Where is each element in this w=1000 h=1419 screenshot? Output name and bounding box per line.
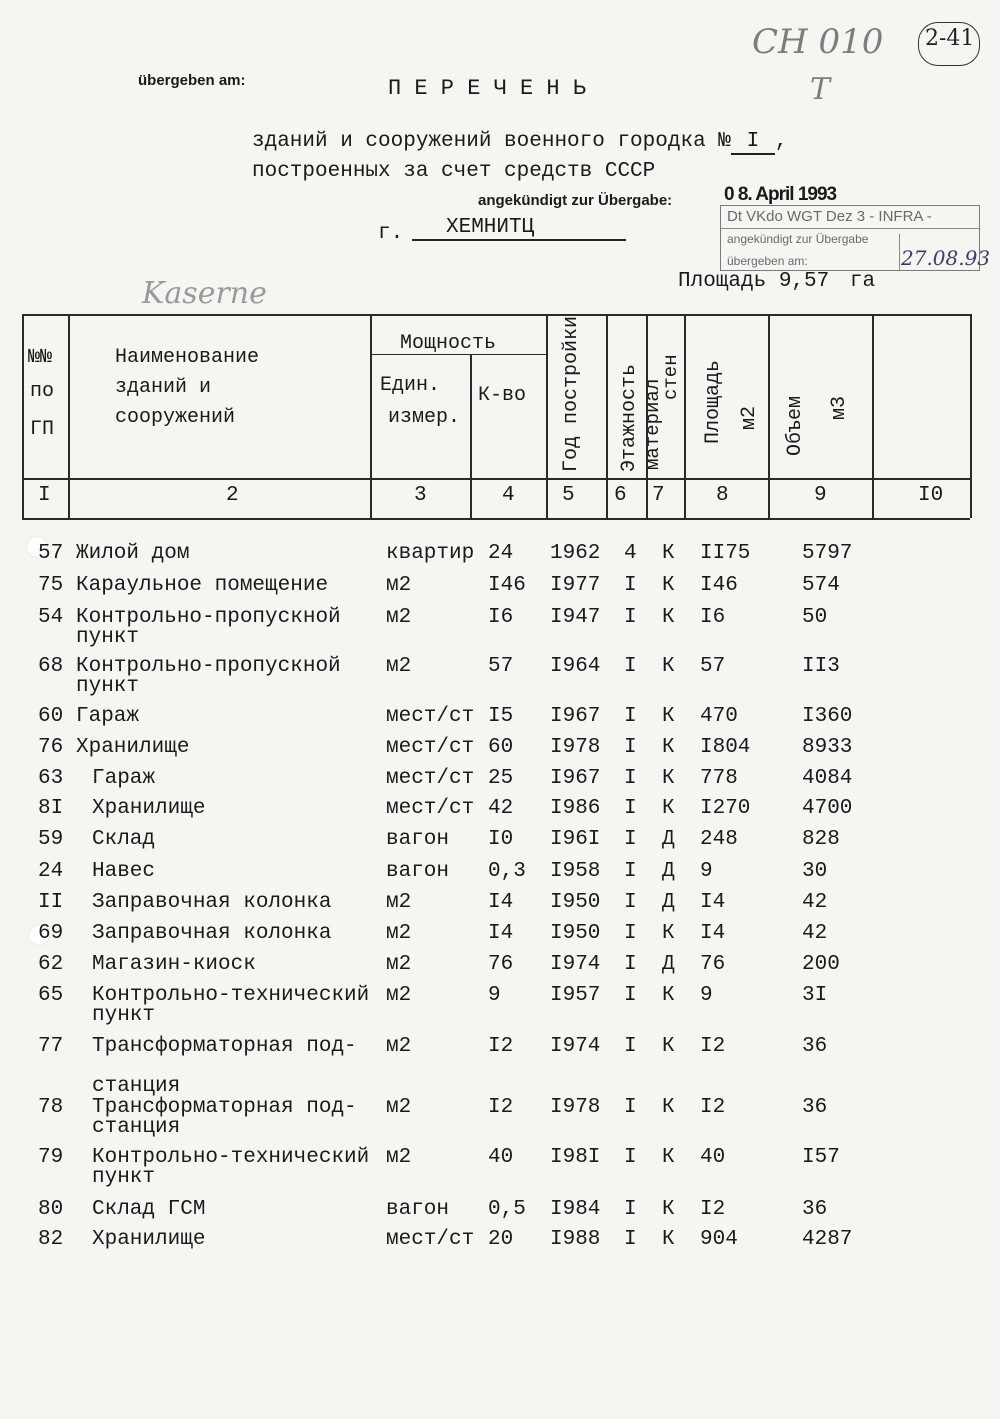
row-volume: 828 bbox=[802, 828, 840, 851]
row-floors: I bbox=[624, 736, 637, 759]
row-name: Хранилище bbox=[92, 1228, 206, 1251]
row-volume: 3I bbox=[802, 984, 828, 1007]
row-unit: мест/ст bbox=[386, 705, 475, 728]
row-name: Жилой дом bbox=[76, 542, 190, 565]
row-number: 24 bbox=[38, 860, 64, 883]
row-material: К bbox=[662, 705, 675, 728]
row-area: II75 bbox=[700, 542, 751, 565]
row-year: I950 bbox=[550, 922, 601, 945]
row-year: I967 bbox=[550, 705, 601, 728]
row-unit: м2 bbox=[386, 1096, 412, 1119]
row-floors: I bbox=[624, 1096, 637, 1119]
header-material-1: материал bbox=[642, 378, 664, 470]
row-name: Контрольно-пропускной пункт bbox=[76, 606, 341, 649]
row-unit: мест/ст bbox=[386, 736, 475, 759]
subtitle-line1-prefix: зданий и сооружений военного городка № bbox=[252, 130, 731, 153]
row-material: К bbox=[662, 1228, 675, 1251]
subtitle-line2: построенных за счет средств СССР bbox=[252, 160, 656, 183]
row-number: 60 bbox=[38, 705, 64, 728]
row-area: I46 bbox=[700, 574, 738, 597]
row-volume: 30 bbox=[802, 860, 828, 883]
row-year: I988 bbox=[550, 1228, 601, 1251]
header-area-1: Площадь bbox=[702, 359, 725, 444]
header-name-3: сооружений bbox=[115, 406, 236, 429]
row-number: 59 bbox=[38, 828, 64, 851]
row-name: Контрольно-технический пункт bbox=[92, 984, 370, 1027]
row-name: Хранилище bbox=[76, 736, 190, 759]
row-number: 8I bbox=[38, 797, 64, 820]
row-number: 79 bbox=[38, 1146, 64, 1169]
row-year: 1962 bbox=[550, 542, 601, 565]
handwritten-note: Kaserne bbox=[142, 276, 267, 311]
row-material: К bbox=[662, 1096, 675, 1119]
row-volume: 36 bbox=[802, 1096, 828, 1119]
row-volume: 36 bbox=[802, 1035, 828, 1058]
row-floors: I bbox=[624, 1146, 637, 1169]
col-number-9: 9 bbox=[814, 484, 827, 507]
row-year: I974 bbox=[550, 953, 601, 976]
area-line bbox=[678, 270, 875, 293]
row-unit: м2 bbox=[386, 984, 412, 1007]
header-power: Мощность bbox=[400, 332, 497, 355]
row-area: I270 bbox=[700, 797, 751, 820]
row-material: К bbox=[662, 1035, 675, 1058]
row-number: 76 bbox=[38, 736, 64, 759]
row-name: Магазин-киоск bbox=[92, 953, 256, 976]
row-qty: I4 bbox=[488, 891, 514, 914]
row-name: Склад ГСМ bbox=[92, 1198, 206, 1221]
row-material: К bbox=[662, 797, 675, 820]
row-year: I977 bbox=[550, 574, 601, 597]
handwritten-t: T bbox=[810, 72, 831, 107]
row-volume: I360 bbox=[802, 705, 853, 728]
row-name: Трансформаторная под- станция bbox=[92, 1035, 357, 1098]
row-number: 80 bbox=[38, 1198, 64, 1221]
stamp-line2: angekündigt zur Übergabe bbox=[727, 232, 869, 246]
row-material: Д bbox=[662, 828, 675, 851]
row-area: I2 bbox=[700, 1198, 726, 1221]
col-number-2: 2 bbox=[226, 484, 239, 507]
row-name: Трансформаторная под- станция bbox=[92, 1096, 357, 1139]
row-floors: I bbox=[624, 574, 637, 597]
row-floors: I bbox=[624, 953, 637, 976]
row-floors: I bbox=[624, 655, 637, 678]
header-qty: К-во bbox=[478, 384, 527, 407]
row-number: 75 bbox=[38, 574, 64, 597]
row-material: К bbox=[662, 574, 675, 597]
header-unit-1: Един. bbox=[380, 374, 441, 397]
area-label: Площадь bbox=[678, 270, 767, 293]
row-year: I957 bbox=[550, 984, 601, 1007]
table-row bbox=[0, 1037, 1000, 1097]
row-area: I2 bbox=[700, 1035, 726, 1058]
row-name: Заправочная колонка bbox=[92, 922, 332, 945]
header-volume-2: м3 bbox=[828, 395, 851, 420]
header-volume-1: Объем bbox=[784, 395, 807, 456]
row-area: 248 bbox=[700, 828, 738, 851]
row-qty: 57 bbox=[488, 655, 514, 678]
row-name: Хранилище bbox=[92, 797, 206, 820]
uebergeben-label: übergeben am: bbox=[138, 72, 246, 89]
row-unit: м2 bbox=[386, 574, 412, 597]
row-material: К bbox=[662, 922, 675, 945]
row-unit: вагон bbox=[386, 1198, 450, 1221]
row-material: К bbox=[662, 542, 675, 565]
row-floors: I bbox=[624, 891, 637, 914]
subtitle-line1 bbox=[252, 130, 788, 155]
row-unit: м2 bbox=[386, 655, 412, 678]
row-name: Контрольно-технический пункт bbox=[92, 1146, 370, 1189]
row-qty: I4 bbox=[488, 922, 514, 945]
row-name: Гараж bbox=[92, 767, 156, 790]
row-qty: 20 bbox=[488, 1228, 514, 1251]
row-qty: 76 bbox=[488, 953, 514, 976]
row-number: 54 bbox=[38, 606, 64, 629]
header-num-3: ГП bbox=[30, 418, 55, 441]
row-unit: вагон bbox=[386, 828, 450, 851]
row-qty: 60 bbox=[488, 736, 514, 759]
row-floors: 4 bbox=[624, 542, 637, 565]
corner-mark-text: 2-41 bbox=[925, 26, 975, 51]
col-number-8: 8 bbox=[716, 484, 729, 507]
handwritten-code: CH 010 bbox=[752, 22, 884, 62]
row-area: I4 bbox=[700, 891, 726, 914]
row-unit: квартир bbox=[386, 542, 475, 565]
row-material: Д bbox=[662, 860, 675, 883]
row-area: 9 bbox=[700, 860, 713, 883]
row-qty: I46 bbox=[488, 574, 526, 597]
row-volume: II3 bbox=[802, 655, 840, 678]
row-number: 68 bbox=[38, 655, 64, 678]
header-num-2: по bbox=[30, 380, 55, 403]
row-unit: м2 bbox=[386, 606, 412, 629]
row-area: 778 bbox=[700, 767, 738, 790]
row-number: 62 bbox=[38, 953, 64, 976]
city-prefix: г. bbox=[378, 222, 404, 245]
row-name: Караульное помещение bbox=[76, 574, 329, 597]
row-volume: 50 bbox=[802, 606, 828, 629]
row-year: I978 bbox=[550, 736, 601, 759]
header-name-1: Наименование bbox=[115, 346, 260, 369]
row-qty: I2 bbox=[488, 1035, 514, 1058]
row-qty: 40 bbox=[488, 1146, 514, 1169]
row-area: I2 bbox=[700, 1096, 726, 1119]
subtitle-line1-suffix: , bbox=[774, 130, 788, 153]
row-unit: м2 bbox=[386, 953, 412, 976]
row-volume: 200 bbox=[802, 953, 840, 976]
row-material: К bbox=[662, 606, 675, 629]
row-volume: 36 bbox=[802, 1198, 828, 1221]
row-volume: 8933 bbox=[802, 736, 853, 759]
row-floors: I bbox=[624, 606, 637, 629]
infra-stamp bbox=[720, 205, 991, 271]
row-unit: мест/ст bbox=[386, 797, 475, 820]
col-number-5: 5 bbox=[562, 484, 575, 507]
row-number: 78 bbox=[38, 1096, 64, 1119]
row-material: К bbox=[662, 984, 675, 1007]
row-year: I947 bbox=[550, 606, 601, 629]
row-number: 69 bbox=[38, 922, 64, 945]
angekuendigt-date: 0 8. April 1993 bbox=[724, 184, 837, 205]
row-area: I4 bbox=[700, 922, 726, 945]
row-floors: I bbox=[624, 1035, 637, 1058]
area-value: 9,57 bbox=[778, 270, 830, 293]
row-material: К bbox=[662, 655, 675, 678]
row-material: Д bbox=[662, 953, 675, 976]
row-volume: I57 bbox=[802, 1146, 840, 1169]
header-floors: Этажность bbox=[618, 363, 641, 472]
row-area: 9 bbox=[700, 984, 713, 1007]
col-number-10: I0 bbox=[918, 484, 944, 507]
row-year: I96I bbox=[550, 828, 601, 851]
city-name: ХЕМНИТЦ bbox=[412, 216, 626, 241]
header-material-2: стен bbox=[660, 354, 682, 400]
row-floors: I bbox=[624, 860, 637, 883]
row-year: I978 bbox=[550, 1096, 601, 1119]
row-unit: м2 bbox=[386, 922, 412, 945]
row-year: I964 bbox=[550, 655, 601, 678]
row-name: Гараж bbox=[76, 705, 140, 728]
row-material: Д bbox=[662, 891, 675, 914]
row-qty: 9 bbox=[488, 984, 501, 1007]
col-number-3: 3 bbox=[414, 484, 427, 507]
row-year: I958 bbox=[550, 860, 601, 883]
row-floors: I bbox=[624, 1228, 637, 1251]
row-unit: м2 bbox=[386, 1146, 412, 1169]
row-unit: м2 bbox=[386, 1035, 412, 1058]
row-floors: I bbox=[624, 922, 637, 945]
row-volume: 42 bbox=[802, 891, 828, 914]
row-volume: 574 bbox=[802, 574, 840, 597]
table-row bbox=[0, 1230, 1000, 1290]
row-floors: I bbox=[624, 984, 637, 1007]
row-qty: 24 bbox=[488, 542, 514, 565]
header-unit-2: измер. bbox=[388, 406, 461, 429]
row-unit: мест/ст bbox=[386, 1228, 475, 1251]
row-number: 82 bbox=[38, 1228, 64, 1251]
row-volume: 4700 bbox=[802, 797, 853, 820]
row-name: Навес bbox=[92, 860, 156, 883]
row-number: II bbox=[38, 891, 64, 914]
row-year: I974 bbox=[550, 1035, 601, 1058]
row-volume: 5797 bbox=[802, 542, 853, 565]
row-qty: I0 bbox=[488, 828, 514, 851]
stamp-line3: übergeben am: bbox=[727, 254, 808, 268]
row-material: К bbox=[662, 767, 675, 790]
row-year: I950 bbox=[550, 891, 601, 914]
row-year: I967 bbox=[550, 767, 601, 790]
col-number-7: 7 bbox=[652, 484, 665, 507]
row-qty: I5 bbox=[488, 705, 514, 728]
row-name: Контрольно-пропускной пункт bbox=[76, 655, 341, 698]
row-floors: I bbox=[624, 828, 637, 851]
row-material: К bbox=[662, 736, 675, 759]
header-name-2: зданий и bbox=[115, 376, 212, 399]
row-qty: 42 bbox=[488, 797, 514, 820]
col-number-6: 6 bbox=[614, 484, 627, 507]
row-number: 57 bbox=[38, 542, 64, 565]
row-area: 470 bbox=[700, 705, 738, 728]
area-unit: га bbox=[849, 270, 876, 293]
row-qty: 0,5 bbox=[488, 1198, 526, 1221]
angekuendigt-label: angekündigt zur Übergabe: bbox=[478, 192, 673, 209]
row-unit: вагон bbox=[386, 860, 450, 883]
row-floors: I bbox=[624, 797, 637, 820]
row-area: 40 bbox=[700, 1146, 726, 1169]
row-unit: мест/ст bbox=[386, 767, 475, 790]
row-name: Склад bbox=[92, 828, 156, 851]
row-year: I98I bbox=[550, 1146, 601, 1169]
page-title: П Е Р Е Ч Е Н Ь bbox=[388, 76, 587, 101]
row-name: Заправочная колонка bbox=[92, 891, 332, 914]
row-floors: I bbox=[624, 767, 637, 790]
row-material: К bbox=[662, 1198, 675, 1221]
row-volume: 4287 bbox=[802, 1228, 853, 1251]
stamp-line1: Dt VKdo WGT Dez 3 - INFRA - bbox=[727, 208, 932, 225]
row-qty: 0,3 bbox=[488, 860, 526, 883]
row-qty: 25 bbox=[488, 767, 514, 790]
header-area-2: м2 bbox=[738, 405, 761, 430]
col-number-4: 4 bbox=[502, 484, 515, 507]
row-number: 77 bbox=[38, 1035, 64, 1058]
row-year: I986 bbox=[550, 797, 601, 820]
row-material: К bbox=[662, 1146, 675, 1169]
row-area: 57 bbox=[700, 655, 726, 678]
row-year: I984 bbox=[550, 1198, 601, 1221]
row-area: 904 bbox=[700, 1228, 738, 1251]
row-number: 65 bbox=[38, 984, 64, 1007]
header-num-1: №№ bbox=[28, 346, 53, 369]
header-year: Год постройки bbox=[560, 315, 583, 472]
row-number: 63 bbox=[38, 767, 64, 790]
town-number: I bbox=[731, 130, 775, 155]
row-qty: I6 bbox=[488, 606, 514, 629]
row-area: 76 bbox=[700, 953, 726, 976]
row-area: I6 bbox=[700, 606, 726, 629]
row-unit: м2 bbox=[386, 891, 412, 914]
row-area: I804 bbox=[700, 736, 751, 759]
row-floors: I bbox=[624, 705, 637, 728]
row-floors: I bbox=[624, 1198, 637, 1221]
row-volume: 4084 bbox=[802, 767, 853, 790]
stamp-date-hand: 27.08.93 bbox=[901, 246, 991, 270]
row-volume: 42 bbox=[802, 922, 828, 945]
row-qty: I2 bbox=[488, 1096, 514, 1119]
col-number-1: I bbox=[38, 484, 51, 507]
